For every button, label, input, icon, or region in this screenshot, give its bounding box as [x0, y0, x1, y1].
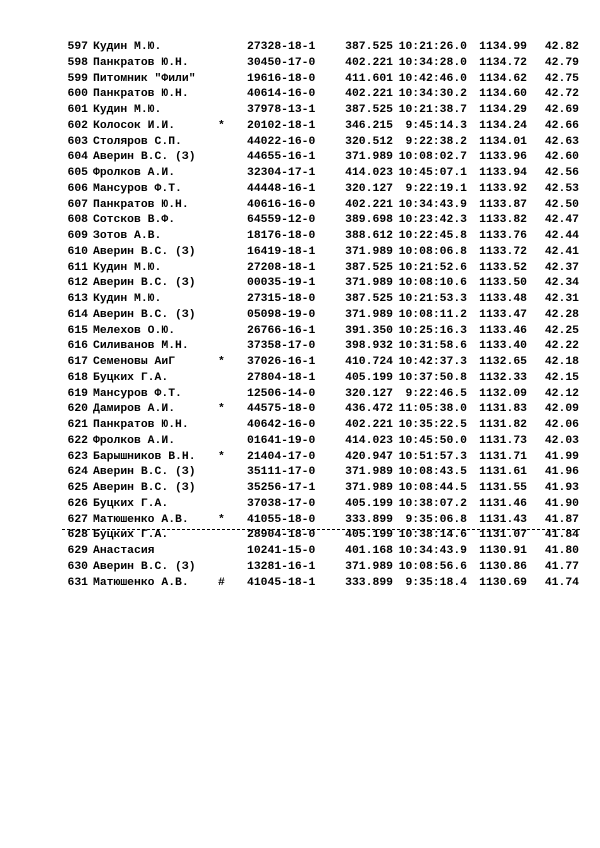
points-value: 42.37: [544, 261, 579, 274]
speed-value: 1133.92: [479, 182, 527, 195]
place-number: 600: [67, 88, 88, 101]
arrival-time: 10:08:02.7: [398, 151, 467, 164]
arrival-time: 10:08:56.6: [398, 560, 467, 573]
owner-name: Кудин М.Ю.: [93, 293, 162, 305]
owner-name: Кудин М.Ю.: [93, 41, 162, 53]
ring-number: 32304-17-1: [247, 167, 316, 179]
place-number: 598: [67, 56, 88, 69]
place-number: 621: [67, 419, 88, 431]
arrival-time: 10:34:30.2: [398, 88, 467, 101]
speed-value: 1133.46: [479, 324, 527, 337]
points-value: 42.53: [544, 182, 579, 195]
place-number: 625: [67, 482, 88, 494]
distance-km: 414.023: [345, 167, 393, 179]
owner-name: Кудин М.Ю.: [93, 104, 162, 116]
table-row: [0, 528, 600, 544]
points-value: 42.82: [544, 41, 579, 53]
arrival-time: 10:34:43.9: [398, 198, 467, 211]
owner-name: Панкратов Ю.Н.: [93, 88, 189, 101]
table-row: [0, 166, 600, 182]
arrival-time: 10:45:50.0: [398, 434, 467, 447]
arrival-time: 10:21:53.3: [398, 293, 467, 305]
speed-value: 1134.60: [479, 88, 527, 101]
owner-name: Столяров С.П.: [93, 135, 182, 148]
arrival-time: 10:34:43.9: [398, 545, 467, 557]
speed-value: 1131.82: [479, 419, 527, 431]
points-value: 42.60: [544, 151, 579, 164]
place-number: 615: [67, 324, 88, 337]
owner-name: Буцких Г.А.: [93, 371, 169, 384]
place-number: 623: [67, 450, 88, 463]
ring-number: 21404-17-0: [247, 450, 316, 463]
owner-name: Кудин М.Ю.: [93, 261, 162, 274]
owner-name: Фролков А.И.: [93, 434, 176, 447]
speed-value: 1131.46: [479, 497, 527, 510]
owner-name: Барышников В.Н.: [93, 450, 196, 463]
place-number: 626: [67, 497, 88, 510]
ring-number: 44575-18-0: [247, 403, 316, 416]
table-row: [0, 40, 600, 56]
distance-km: 420.947: [345, 450, 393, 463]
speed-value: 1130.69: [479, 576, 527, 589]
speed-value: 1131.71: [479, 450, 527, 463]
mark-symbol: *: [218, 450, 225, 463]
owner-name: Аверин В.С. (З): [93, 308, 196, 321]
arrival-time: 10:08:44.5: [398, 482, 467, 494]
owner-name: Матюшенко А.В.: [93, 513, 189, 526]
speed-value: 1132.09: [479, 387, 527, 400]
table-row: [0, 402, 600, 418]
distance-km: 402.221: [345, 88, 393, 101]
ring-number: 27804-18-1: [247, 371, 316, 384]
ring-number: 37978-13-1: [247, 104, 316, 116]
place-number: 610: [67, 245, 88, 258]
ring-number: 00035-19-1: [247, 277, 316, 290]
place-number: 597: [67, 41, 88, 53]
table-row: [0, 308, 600, 324]
owner-name: Аверин В.С. (З): [93, 245, 196, 258]
speed-value: 1131.43: [479, 513, 527, 526]
table-row: [0, 292, 600, 308]
arrival-time: 10:21:38.7: [398, 104, 467, 116]
arrival-time: 10:38:14.6: [398, 529, 467, 542]
arrival-time: 10:38:07.2: [398, 497, 467, 510]
speed-value: 1133.48: [479, 293, 527, 305]
table-row: [0, 245, 600, 261]
speed-value: 1131.07: [479, 529, 527, 542]
table-row: [0, 150, 600, 166]
table-row: [0, 418, 600, 434]
arrival-time: 9:22:46.5: [405, 387, 467, 400]
arrival-time: 10:22:45.8: [398, 230, 467, 242]
distance-km: 387.525: [345, 104, 393, 116]
distance-km: 320.127: [345, 387, 393, 400]
arrival-time: 9:35:06.8: [405, 513, 467, 526]
place-number: 624: [67, 466, 88, 479]
ring-number: 05098-19-0: [247, 308, 316, 321]
owner-name: Сотсков В.Ф.: [93, 214, 176, 227]
ring-number: 37358-17-0: [247, 340, 316, 353]
arrival-time: 10:37:50.8: [398, 371, 467, 384]
ring-number: 37026-16-1: [247, 356, 316, 368]
distance-km: 405.199: [345, 529, 393, 542]
distance-km: 333.899: [345, 576, 393, 589]
ring-number: 27208-18-1: [247, 261, 316, 274]
points-value: 42.72: [544, 88, 579, 101]
ring-number: 40642-16-0: [247, 419, 316, 431]
ring-number: 19616-18-0: [247, 72, 316, 85]
place-number: 627: [67, 513, 88, 526]
arrival-time: 10:08:11.2: [398, 308, 467, 321]
speed-value: 1133.52: [479, 261, 527, 274]
owner-name: Фролков А.И.: [93, 167, 176, 179]
place-number: 608: [67, 214, 88, 227]
points-value: 42.06: [544, 419, 579, 431]
speed-value: 1131.73: [479, 434, 527, 447]
arrival-time: 10:51:57.3: [398, 450, 467, 463]
speed-value: 1133.87: [479, 198, 527, 211]
points-value: 42.28: [544, 308, 579, 321]
ring-number: 20102-18-1: [247, 119, 316, 132]
arrival-time: 10:08:06.8: [398, 245, 467, 258]
place-number: 631: [67, 576, 88, 589]
ring-number: 44655-16-1: [247, 151, 316, 164]
owner-name: Мелехов О.Ю.: [93, 324, 176, 337]
points-value: 42.31: [544, 293, 579, 305]
speed-value: 1134.99: [479, 41, 527, 53]
distance-km: 387.525: [345, 293, 393, 305]
ring-number: 18176-18-0: [247, 230, 316, 242]
place-number: 602: [67, 119, 88, 132]
arrival-time: 10:34:28.0: [398, 56, 467, 69]
distance-km: 410.724: [345, 356, 393, 368]
owner-name: Зотов А.В.: [93, 230, 162, 242]
distance-km: 346.215: [345, 119, 393, 132]
ring-number: 27328-18-1: [247, 41, 316, 53]
owner-name: Семеновы АиГ: [93, 356, 176, 368]
table-row: [0, 56, 600, 72]
ring-number: 44022-16-0: [247, 135, 316, 148]
arrival-time: 10:23:42.3: [398, 214, 467, 227]
owner-name: Питомник "Фили": [93, 72, 196, 85]
table-row: [0, 339, 600, 355]
arrival-time: 10:21:52.6: [398, 261, 467, 274]
owner-name: Аверин В.С. (З): [93, 482, 196, 494]
owner-name: Колосок И.И.: [93, 119, 176, 132]
points-value: 41.90: [544, 497, 579, 510]
place-number: 628: [67, 529, 88, 542]
distance-km: 391.350: [345, 324, 393, 337]
ring-number: 64559-12-0: [247, 214, 316, 227]
points-value: 42.47: [544, 214, 579, 227]
place-number: 613: [67, 293, 88, 305]
points-value: 42.25: [544, 324, 579, 337]
distance-km: 405.199: [345, 371, 393, 384]
points-value: 42.66: [544, 119, 579, 132]
ring-number: 35111-17-0: [247, 466, 316, 479]
table-row: [0, 103, 600, 119]
speed-value: 1133.50: [479, 277, 527, 290]
owner-name: Аверин В.С. (З): [93, 466, 196, 479]
speed-value: 1134.01: [479, 135, 527, 148]
table-row: [0, 387, 600, 403]
ring-number: 01641-19-0: [247, 434, 316, 447]
mark-symbol: *: [218, 356, 225, 368]
table-row: [0, 576, 600, 592]
table-row: [0, 261, 600, 277]
place-number: 622: [67, 434, 88, 447]
arrival-time: 10:42:46.0: [398, 72, 467, 85]
points-value: 41.77: [544, 560, 579, 573]
place-number: 604: [67, 151, 88, 164]
mark-symbol: *: [218, 403, 225, 416]
table-row: [0, 72, 600, 88]
place-number: 611: [67, 261, 88, 274]
points-value: 42.69: [544, 104, 579, 116]
points-value: 41.87: [544, 513, 579, 526]
points-value: 42.22: [544, 340, 579, 353]
points-value: 42.63: [544, 135, 579, 148]
speed-value: 1130.91: [479, 545, 527, 557]
points-value: 41.99: [544, 450, 579, 463]
points-value: 41.80: [544, 545, 579, 557]
speed-value: 1132.33: [479, 371, 527, 384]
arrival-time: 9:22:38.2: [405, 135, 467, 148]
ring-number: 28904-18-0: [247, 529, 316, 542]
place-number: 617: [67, 356, 88, 368]
speed-value: 1134.72: [479, 56, 527, 69]
owner-name: Анастасия: [93, 545, 155, 557]
distance-km: 371.989: [345, 482, 393, 494]
table-row: [0, 513, 600, 529]
arrival-time: 10:35:22.5: [398, 419, 467, 431]
distance-km: 402.221: [345, 198, 393, 211]
ring-number: 41045-18-1: [247, 576, 316, 589]
place-number: 629: [67, 545, 88, 557]
owner-name: Панкратов Ю.Н.: [93, 198, 189, 211]
speed-value: 1134.62: [479, 72, 527, 85]
place-number: 614: [67, 308, 88, 321]
place-number: 619: [67, 387, 88, 400]
speed-value: 1133.94: [479, 167, 527, 179]
owner-name: Мансуров Ф.Т.: [93, 182, 182, 195]
owner-name: Буцких Г.А.: [93, 497, 169, 510]
ring-number: 27315-18-0: [247, 293, 316, 305]
points-value: 42.75: [544, 72, 579, 85]
arrival-time: 10:08:43.5: [398, 466, 467, 479]
points-value: 41.84: [544, 529, 579, 542]
table-row: [0, 450, 600, 466]
results-table: [0, 40, 600, 591]
distance-km: 414.023: [345, 434, 393, 447]
ring-number: 35256-17-1: [247, 482, 316, 494]
owner-name: Мансуров Ф.Т.: [93, 387, 182, 400]
points-value: 41.96: [544, 466, 579, 479]
table-row: [0, 544, 600, 560]
place-number: 601: [67, 104, 88, 116]
place-number: 630: [67, 560, 88, 573]
distance-km: 388.612: [345, 230, 393, 242]
distance-km: 371.989: [345, 308, 393, 321]
table-row: [0, 87, 600, 103]
ring-number: 44448-16-1: [247, 182, 316, 195]
distance-km: 405.199: [345, 497, 393, 510]
ring-number: 30450-17-0: [247, 56, 316, 69]
points-value: 42.03: [544, 434, 579, 447]
mark-symbol: *: [218, 119, 225, 132]
arrival-time: 10:31:58.6: [398, 340, 467, 353]
distance-km: 371.989: [345, 245, 393, 258]
table-row: [0, 465, 600, 481]
arrival-time: 10:08:10.6: [398, 277, 467, 290]
owner-name: Силиванов М.Н.: [93, 340, 189, 353]
distance-km: 436.472: [345, 403, 393, 416]
table-row: [0, 497, 600, 513]
arrival-time: 9:35:18.4: [405, 576, 467, 589]
table-row: [0, 229, 600, 245]
owner-name: Аверин В.С. (З): [93, 277, 196, 290]
place-number: 605: [67, 167, 88, 179]
arrival-time: 9:22:19.1: [405, 182, 467, 195]
owner-name: Аверин В.С. (З): [93, 560, 196, 573]
points-value: 42.50: [544, 198, 579, 211]
points-value: 42.15: [544, 371, 579, 384]
speed-value: 1133.96: [479, 151, 527, 164]
points-value: 42.79: [544, 56, 579, 69]
table-row: [0, 481, 600, 497]
owner-name: Буцких Г.А.: [93, 529, 169, 542]
owner-name: Панкратов Ю.Н.: [93, 56, 189, 69]
points-value: 41.74: [544, 576, 579, 589]
arrival-time: 9:45:14.3: [405, 119, 467, 132]
points-value: 42.34: [544, 277, 579, 290]
arrival-time: 10:21:26.0: [398, 41, 467, 53]
ring-number: 12506-14-0: [247, 387, 316, 400]
points-value: 42.18: [544, 356, 579, 368]
table-row: [0, 434, 600, 450]
ring-number: 16419-18-1: [247, 245, 316, 258]
speed-value: 1131.55: [479, 482, 527, 494]
distance-km: 320.512: [345, 135, 393, 148]
place-number: 609: [67, 230, 88, 242]
arrival-time: 10:45:07.1: [398, 167, 467, 179]
distance-km: 402.221: [345, 419, 393, 431]
speed-value: 1133.76: [479, 230, 527, 242]
speed-value: 1134.29: [479, 104, 527, 116]
place-number: 616: [67, 340, 88, 353]
place-number: 603: [67, 135, 88, 148]
table-bottom-rule: [62, 529, 580, 530]
table-row: [0, 276, 600, 292]
arrival-time: 10:25:16.3: [398, 324, 467, 337]
speed-value: 1133.82: [479, 214, 527, 227]
table-row: [0, 371, 600, 387]
points-value: 42.44: [544, 230, 579, 242]
speed-value: 1131.83: [479, 403, 527, 416]
distance-km: 402.221: [345, 56, 393, 69]
speed-value: 1133.40: [479, 340, 527, 353]
ring-number: 37038-17-0: [247, 497, 316, 510]
place-number: 607: [67, 198, 88, 211]
owner-name: Панкратов Ю.Н.: [93, 419, 189, 431]
ring-number: 40614-16-0: [247, 88, 316, 101]
place-number: 599: [67, 72, 88, 85]
ring-number: 26766-16-1: [247, 324, 316, 337]
distance-km: 371.989: [345, 277, 393, 290]
table-row: [0, 560, 600, 576]
table-row: [0, 119, 600, 135]
place-number: 618: [67, 371, 88, 384]
mark-symbol: #: [218, 576, 225, 589]
distance-km: 320.127: [345, 182, 393, 195]
distance-km: 387.525: [345, 261, 393, 274]
speed-value: 1131.61: [479, 466, 527, 479]
table-row: [0, 324, 600, 340]
distance-km: 371.989: [345, 466, 393, 479]
speed-value: 1130.86: [479, 560, 527, 573]
distance-km: 333.899: [345, 513, 393, 526]
points-value: 42.41: [544, 245, 579, 258]
place-number: 606: [67, 182, 88, 195]
place-number: 620: [67, 403, 88, 416]
ring-number: 10241-15-0: [247, 545, 316, 557]
table-row: [0, 198, 600, 214]
table-row: [0, 213, 600, 229]
distance-km: 371.989: [345, 151, 393, 164]
arrival-time: 10:42:37.3: [398, 356, 467, 368]
table-row: [0, 182, 600, 198]
distance-km: 371.989: [345, 560, 393, 573]
distance-km: 401.168: [345, 545, 393, 557]
distance-km: 411.601: [345, 72, 393, 85]
table-row: [0, 355, 600, 371]
speed-value: 1134.24: [479, 119, 527, 132]
distance-km: 389.698: [345, 214, 393, 227]
distance-km: 398.932: [345, 340, 393, 353]
ring-number: 40616-16-0: [247, 198, 316, 211]
arrival-time: 11:05:38.0: [398, 403, 467, 416]
table-row: [0, 135, 600, 151]
speed-value: 1132.65: [479, 356, 527, 368]
owner-name: Дамиров А.И.: [93, 403, 176, 416]
speed-value: 1133.72: [479, 245, 527, 258]
distance-km: 387.525: [345, 41, 393, 53]
ring-number: 13281-16-1: [247, 560, 316, 573]
mark-symbol: *: [218, 513, 225, 526]
speed-value: 1133.47: [479, 308, 527, 321]
owner-name: Аверин В.С. (З): [93, 151, 196, 164]
points-value: 42.56: [544, 167, 579, 179]
points-value: 41.93: [544, 482, 579, 494]
place-number: 612: [67, 277, 88, 290]
points-value: 42.12: [544, 387, 579, 400]
points-value: 42.09: [544, 403, 579, 416]
owner-name: Матюшенко А.В.: [93, 576, 189, 589]
ring-number: 41055-18-0: [247, 513, 316, 526]
